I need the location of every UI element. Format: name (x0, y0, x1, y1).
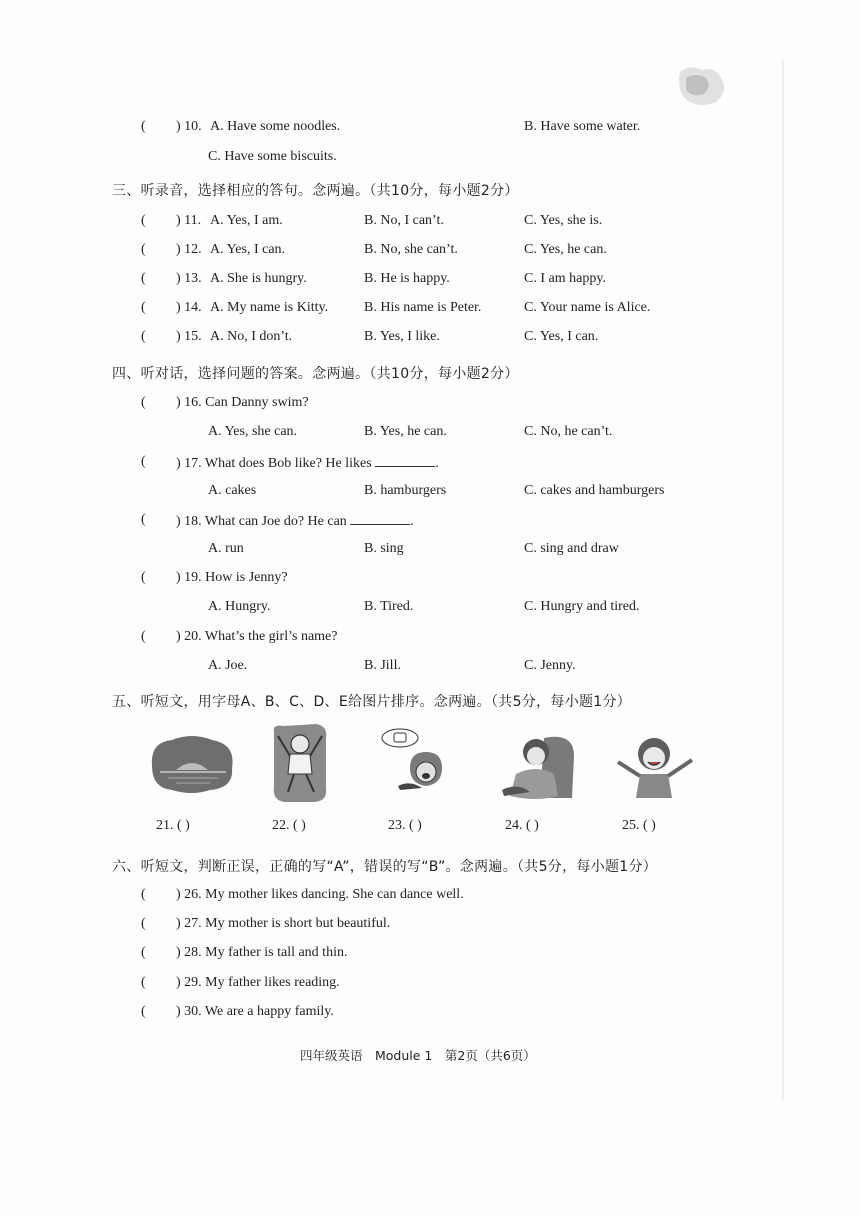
answer-paren: ( (141, 975, 146, 990)
page-footer: 四年级英语 Module 1 第2页（共6页） (300, 1048, 536, 1063)
q20-option-b: B. Jill. (364, 658, 401, 673)
answer-paren: ( (141, 916, 146, 931)
scan-smudge (672, 62, 730, 110)
picture-hungry-girl (380, 728, 460, 797)
q10-option-c: C. Have some biscuits. (208, 149, 337, 164)
happy-girl-illustration (610, 734, 700, 800)
q16-option-a: A. Yes, she can. (208, 424, 298, 439)
answer-paren: ( (141, 213, 146, 228)
q18-text: ) 18. What can Joe do? He can (176, 514, 347, 529)
statement-27: ) 27. My mother is short but beautiful. (176, 916, 391, 931)
option-a: A. Yes, I can. (210, 242, 286, 257)
q17-period: . (435, 456, 439, 471)
answer-paren: ( (141, 454, 146, 469)
option-c: C. Yes, she is. (524, 213, 603, 228)
answer-paren: ( (141, 629, 146, 644)
q10-number: ) 10. (176, 119, 202, 134)
sunset-illustration (146, 732, 238, 796)
answer-paren: ( (141, 945, 146, 960)
q18-stem (176, 512, 414, 530)
q17-option-b: B. hamburgers (364, 483, 447, 498)
answer-paren: ( (141, 1004, 146, 1019)
section-4-heading: 四、听对话，选择问题的答案。念两遍。（共10分，每小题2分） (112, 366, 519, 382)
q20-option-a: A. Joe. (208, 658, 248, 673)
option-b: B. He is happy. (364, 271, 450, 286)
answer-paren-10: ( (141, 119, 146, 134)
q18-option-c: C. sing and draw (524, 541, 619, 556)
answer-paren: ( (141, 271, 146, 286)
option-c: C. Your name is Alice. (524, 300, 651, 315)
answer-paren: ( (141, 570, 146, 585)
scan-edge-shadow (782, 60, 784, 1100)
option-a: A. My name is Kitty. (210, 300, 329, 315)
answer-paren: ( (141, 395, 146, 410)
q20-stem: ) 20. What’s the girl’s name? (176, 629, 338, 644)
option-b: B. No, I can’t. (364, 213, 444, 228)
picture-jumping-boy (268, 722, 330, 809)
option-b: B. No, she can’t. (364, 242, 458, 257)
q18-period: . (410, 514, 414, 529)
option-a: A. Yes, I am. (210, 213, 283, 228)
answer-slot-21[interactable]: 21. ( ) (156, 818, 190, 833)
question-number: ) 13. (176, 271, 202, 286)
q19-option-b: B. Tired. (364, 599, 414, 614)
option-c: C. Yes, I can. (524, 329, 599, 344)
q19-option-c: C. Hungry and tired. (524, 599, 640, 614)
section-6-heading: 六、听短文，判断正误，正确的写“A”，错误的写“B”。念两遍。（共5分，每小题1分） (112, 859, 658, 875)
option-a: A. No, I don’t. (210, 329, 293, 344)
q16-stem: ) 16. Can Danny swim? (176, 395, 309, 410)
option-a: A. She is hungry. (210, 271, 307, 286)
answer-paren: ( (141, 329, 146, 344)
q18-option-b: B. sing (364, 541, 404, 556)
picture-happy-girl (610, 734, 700, 805)
question-number: ) 15. (176, 329, 202, 344)
section-5-heading: 五、听短文，用字母A、B、C、D、E给图片排序。念两遍。（共5分，每小题1分） (112, 694, 632, 710)
q17-stem (176, 454, 439, 472)
question-number: ) 11. (176, 213, 202, 228)
q17-text: ) 17. What does Bob like? He likes (176, 456, 372, 471)
statement-26: ) 26. My mother likes dancing. She can dance well. (176, 887, 464, 902)
option-b: B. Yes, I like. (364, 329, 440, 344)
picture-tired-girl (500, 734, 578, 807)
statement-29: ) 29. My father likes reading. (176, 975, 340, 990)
q10-option-b: B. Have some water. (524, 119, 641, 134)
question-number: ) 12. (176, 242, 202, 257)
picture-sunset (146, 732, 238, 801)
option-c: C. I am happy. (524, 271, 606, 286)
answer-paren: ( (141, 512, 146, 527)
fill-blank[interactable] (350, 512, 410, 525)
answer-slot-23[interactable]: 23. ( ) (388, 818, 422, 833)
answer-slot-22[interactable]: 22. ( ) (272, 818, 306, 833)
answer-slot-25[interactable]: 25. ( ) (622, 818, 656, 833)
q19-option-a: A. Hungry. (208, 599, 271, 614)
answer-paren: ( (141, 242, 146, 257)
answer-paren: ( (141, 300, 146, 315)
q16-option-c: C. No, he can’t. (524, 424, 613, 439)
answer-paren: ( (141, 887, 146, 902)
q17-option-a: A. cakes (208, 483, 257, 498)
q17-option-c: C. cakes and hamburgers (524, 483, 665, 498)
fill-blank[interactable] (375, 454, 435, 467)
answer-slot-24[interactable]: 24. ( ) (505, 818, 539, 833)
jumping-boy-illustration (268, 722, 330, 804)
hungry-girl-illustration (380, 728, 460, 792)
tired-girl-illustration (500, 734, 578, 802)
q18-option-a: A. run (208, 541, 244, 556)
scan-smudge-graphic (672, 62, 730, 110)
q19-stem: ) 19. How is Jenny? (176, 570, 288, 585)
statement-30: ) 30. We are a happy family. (176, 1004, 334, 1019)
question-number: ) 14. (176, 300, 202, 315)
q20-option-c: C. Jenny. (524, 658, 576, 673)
option-b: B. His name is Peter. (364, 300, 482, 315)
statement-28: ) 28. My father is tall and thin. (176, 945, 348, 960)
section-3-heading: 三、听录音，选择相应的答句。念两遍。（共10分，每小题2分） (112, 183, 519, 199)
q10-option-a: A. Have some noodles. (210, 119, 341, 134)
q16-option-b: B. Yes, he can. (364, 424, 447, 439)
option-c: C. Yes, he can. (524, 242, 607, 257)
